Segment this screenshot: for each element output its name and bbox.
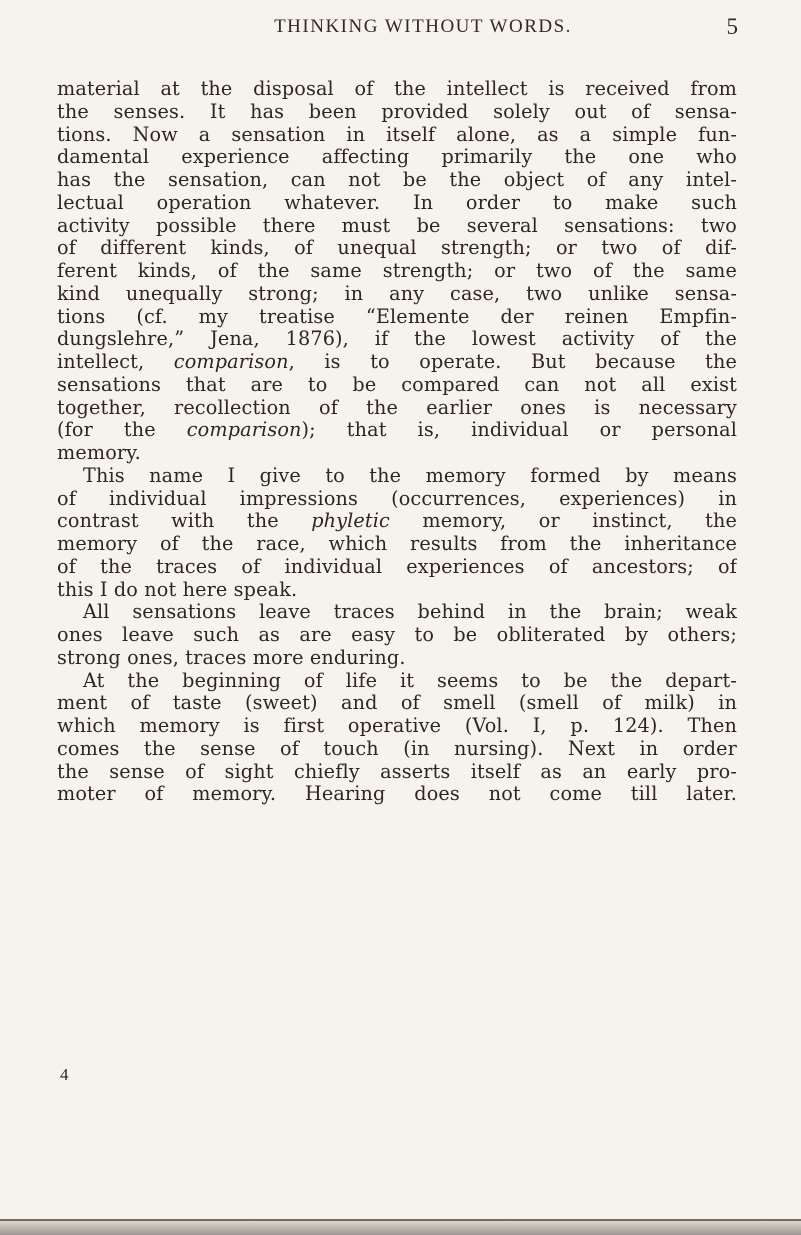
text-line: memory of the race, which results from the inheritance	[57, 533, 737, 555]
page-number: 5	[726, 14, 738, 39]
text-line: of the traces of individual experiences of ancestors; of	[57, 555, 737, 578]
signature-mark: 4	[60, 1065, 69, 1084]
text-line: the senses. It has been provided solely out of sensa-	[57, 100, 737, 123]
text-line: moter of memory. Hearing does not come till later.	[57, 783, 737, 806]
text-line: together, recollection of the earlier ones is necessary	[57, 396, 737, 419]
text-line: material at the disposal of the intellect is received from	[57, 78, 737, 100]
running-head: THINKING WITHOUT WORDS.	[274, 16, 572, 37]
text-line: kind unequally strong; in any case, two unlike sensa-	[57, 282, 737, 305]
text-line: dungslehre,” Jena, 1876), if the lowest activity of the	[57, 328, 737, 351]
body-text	[57, 78, 737, 806]
text-line: ferent kinds, of the same strength; or two of the same	[57, 260, 737, 282]
text-line: ones leave such as are easy to be obliterated by others;	[57, 624, 737, 646]
italic-word: phyletic	[311, 510, 390, 533]
text-line: sensations that are to be compared can not all exist	[57, 373, 737, 396]
text-line: of different kinds, of unequal strength; or two of dif-	[57, 237, 737, 260]
paragraph-start-line: At the beginning of life it seems to be the depart-	[83, 669, 737, 692]
text-line: damental experience affecting primarily the one who	[57, 146, 737, 169]
text-line: ment of taste (sweet) and of smell (smell of milk) in	[57, 692, 737, 715]
paragraph-end-line: strong ones, traces more enduring.	[57, 646, 406, 669]
text-line: the sense of sight chiefly asserts itself as an early pro-	[57, 760, 737, 783]
text-line: tions (cf. my treatise “Elemente der reinen Empfin-	[57, 305, 737, 328]
page-edge-rule	[0, 1219, 801, 1221]
text-line: intellect, comparison, is to operate. But because the	[57, 351, 737, 373]
text-line: tions. Now a sensation in itself alone, as a simple fun-	[57, 123, 737, 146]
text-line: activity possible there must be several sensations: two	[57, 214, 737, 237]
text-line: of individual impressions (occurrences, experiences) in	[57, 487, 737, 510]
paragraph-end-line: memory.	[57, 442, 141, 464]
text-line: lectual operation whatever. In order to make such	[57, 191, 737, 214]
text-line: (for the comparison); that is, individual or personal	[57, 419, 737, 442]
italic-word: comparison	[173, 351, 289, 373]
italic-word: comparison	[186, 419, 302, 442]
page-edge-shadow	[0, 1219, 801, 1235]
page-header	[100, 12, 746, 42]
text-line: comes the sense of touch (in nursing). Next in order	[57, 737, 737, 760]
text-line: contrast with the phyletic memory, or instinct, the	[57, 510, 737, 533]
paragraph-end-line: this I do not here speak.	[57, 578, 298, 601]
paragraph-start-line: This name I give to the memory formed by means	[83, 464, 737, 487]
text-line: which memory is first operative (Vol. I, p. 124). Then	[57, 715, 737, 737]
paragraph-start-line: All sensations leave traces behind in the brain; weak	[83, 601, 737, 624]
text-line: has the sensation, can not be the object of any intel-	[57, 169, 737, 191]
